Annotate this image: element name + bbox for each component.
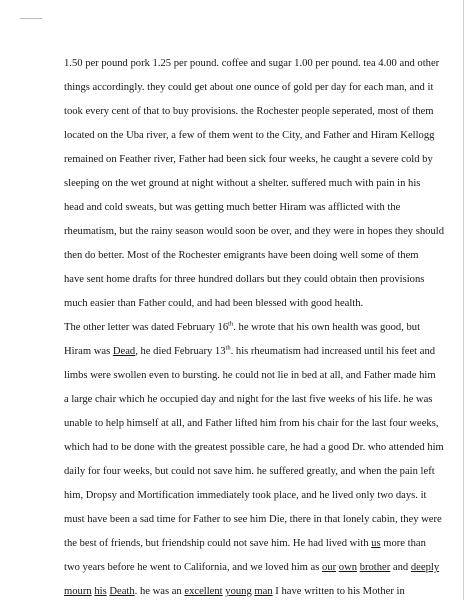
text-line-5 <box>64 153 433 166</box>
text-line-23 <box>64 585 405 598</box>
text-line-9 <box>64 249 419 262</box>
text-line-19 <box>64 489 426 502</box>
text-run: 1.50 per pound pork 1.25 per pound. coffee and sugar 1.00 per pound. tea 4.00 and other <box>64 58 440 69</box>
text-run: him, Dropsy and Mortification immediately took place, and he lived only two days. it <box>64 490 427 501</box>
text-run: I have written to his Mother in <box>272 586 405 597</box>
text-run: must have been a sad time for Father to see him Die, there in that lonely cabin, they were <box>64 514 442 525</box>
text-line-4 <box>64 129 434 142</box>
text-run: unable to help himself at all, and Father lifted him from his chair for the last four weeks, <box>64 418 439 429</box>
text-run: a large chair which he occupied day and night for the last five weeks of his life. he was <box>64 394 433 405</box>
underlined-word: Dead <box>112 346 136 357</box>
text-run: took every cent of that to buy provisions. the Rochester people seperated, most of them <box>64 106 434 117</box>
text-run: Hiram was <box>64 346 113 357</box>
underlined-word: our <box>322 562 337 573</box>
ordinal-superscript: th <box>225 344 231 352</box>
text-line-12 <box>64 321 420 334</box>
text-run: then do better. Most of the Rochester emigrants have been doing well some of them <box>64 250 419 261</box>
text-run: . his rheumatism had increased until his feet and <box>230 346 436 357</box>
underlined-word: Death <box>109 586 135 597</box>
text-run: limbs were swollen even to bursting. he could not lie in bed at all, and Father made him <box>64 370 436 381</box>
text-line-16 <box>64 417 439 430</box>
text-run: the best of friends, but friendship could not save him. He had lived with <box>64 538 372 549</box>
corner-mark <box>20 18 42 19</box>
text-line-21 <box>64 537 426 550</box>
underlined-word: man <box>254 586 273 597</box>
text-run: sleeping on the wet ground at night without a shelter. suffered much with pain in his <box>64 178 421 189</box>
text-run: . he was an <box>134 586 185 597</box>
text-run: which had to be done with the greatest possible care, he had a good Dr. who attended him <box>64 442 444 453</box>
underlined-word: own <box>338 562 358 573</box>
text-run: have sent home drafts for three hundred dollars but they could obtain then provisions <box>64 274 425 285</box>
underlined-word: young <box>225 586 252 597</box>
text-line-17 <box>64 441 444 454</box>
text-line-7 <box>64 201 400 214</box>
underlined-word: his <box>94 586 107 597</box>
text-line-20 <box>64 513 442 526</box>
text-line-2 <box>64 81 433 94</box>
text-line-22 <box>64 561 439 574</box>
ordinal-superscript: th <box>228 320 234 328</box>
text-line-8 <box>64 225 444 238</box>
text-run: , he died February 13 <box>135 346 226 357</box>
text-line-3 <box>64 105 434 118</box>
text-run: head and cold sweats, but was getting much better Hiram was afflicted with the <box>64 202 401 213</box>
text-run: remained on Feather river, Father had been sick four weeks, he caught a severe cold by <box>64 154 433 165</box>
text-run: rheumatism, but the rainy season would soon be over, and they were in hopes they should <box>64 226 444 237</box>
text-run: and <box>390 562 411 573</box>
underlined-word: excellent <box>184 586 223 597</box>
text-run: daily for four weeks, but could not save him. he suffered greatly, and when the pain left <box>64 466 435 477</box>
underlined-word: brother <box>359 562 391 573</box>
text-run: much easier than Father could, and had been blessed with good health. <box>64 298 364 309</box>
text-run: . he wrote that his own health was good, but <box>233 322 421 333</box>
text-run: The other letter was dated February 16 <box>64 322 229 333</box>
text-run: more than <box>380 538 426 549</box>
text-line-13 <box>64 345 435 358</box>
text-line-1 <box>64 57 439 70</box>
text-run: located on the Uba river, a few of them went to the City, and Father and Hiram Kellogg <box>64 130 435 141</box>
underlined-word: us <box>371 538 381 549</box>
text-run: things accordingly. they could get about one ounce of gold per day for each man, and it <box>64 82 434 93</box>
text-line-18 <box>64 465 435 478</box>
text-line-15 <box>64 393 432 406</box>
text-line-14 <box>64 369 436 382</box>
underlined-word: deeply <box>410 562 440 573</box>
text-run: two years before he went to California, and we loved him as <box>64 562 322 573</box>
text-line-11 <box>64 297 363 310</box>
text-line-6 <box>64 177 420 190</box>
underlined-word: mourn <box>64 586 92 597</box>
text-line-10 <box>64 273 424 286</box>
